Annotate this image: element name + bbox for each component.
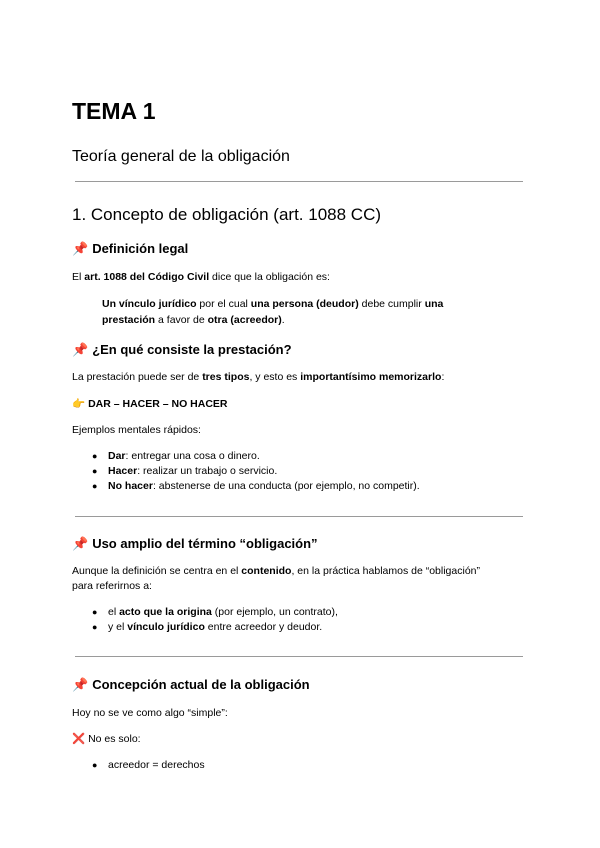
subsection-heading-definicion: 📌 Definición legal <box>72 241 189 256</box>
divider <box>75 656 523 657</box>
list-item: ● No hacer: abstenerse de una conducta (por ejemplo, no competir). <box>92 480 420 492</box>
no-es-solo: ❌ No es solo: <box>72 733 141 745</box>
cross-icon: ❌ <box>72 733 86 745</box>
bullet-icon: ● <box>92 622 98 632</box>
bullet-icon: ● <box>92 760 98 770</box>
list-item: ● el acto que la origina (por ejemplo, un contrato), <box>92 606 338 618</box>
subsection-heading-prestacion: 📌 ¿En qué consiste la prestación? <box>72 342 292 357</box>
list-item: ● Hacer: realizar un trabajo o servicio. <box>92 465 278 477</box>
pointing-hand-icon: 👉 <box>72 398 86 410</box>
pin-icon: 📌 <box>72 241 89 256</box>
list-item: ● Dar: entregar una cosa o dinero. <box>92 450 260 462</box>
bullet-icon: ● <box>92 451 98 461</box>
subsection-heading-uso: 📌 Uso amplio del término “obligación” <box>72 536 318 551</box>
page-title: TEMA 1 <box>72 98 156 124</box>
section-heading: 1. Concepto de obligación (art. 1088 CC) <box>72 205 382 224</box>
pin-icon: 📌 <box>72 342 89 357</box>
quote-line-1: Un vínculo jurídico por el cual una persona (deudor) debe cumplir una <box>102 298 444 310</box>
paragraph-concepcion: Hoy no se ve como algo “simple”: <box>72 707 228 719</box>
bullet-icon: ● <box>92 607 98 617</box>
list-item: ● y el vínculo jurídico entre acreedor y deudor. <box>92 621 323 633</box>
bullet-icon: ● <box>92 466 98 476</box>
list-item: ● acreedor = derechos <box>92 759 205 771</box>
pin-icon: 📌 <box>72 536 89 551</box>
paragraph-uso-1: Aunque la definición se centra en el contenido, en la práctica hablamos de “obligación” <box>72 565 480 577</box>
page-subtitle: Teoría general de la obligación <box>72 148 290 165</box>
paragraph-uso-2: para referirnos a: <box>72 580 152 592</box>
subsection-heading-concepcion: 📌 Concepción actual de la obligación <box>72 677 310 692</box>
pin-icon: 📌 <box>72 677 89 692</box>
prestacion-types: 👉 DAR – HACER – NO HACER <box>72 398 228 410</box>
paragraph-definicion: El art. 1088 del Código Civil dice que la obligación es: <box>72 271 330 283</box>
divider <box>75 516 523 517</box>
quote-line-2: prestación a favor de otra (acreedor). <box>102 314 285 326</box>
divider <box>75 181 523 182</box>
examples-intro: Ejemplos mentales rápidos: <box>72 424 201 436</box>
paragraph-prestacion: La prestación puede ser de tres tipos, y esto es importantísimo memorizarlo: <box>72 371 445 383</box>
bullet-icon: ● <box>92 481 98 491</box>
